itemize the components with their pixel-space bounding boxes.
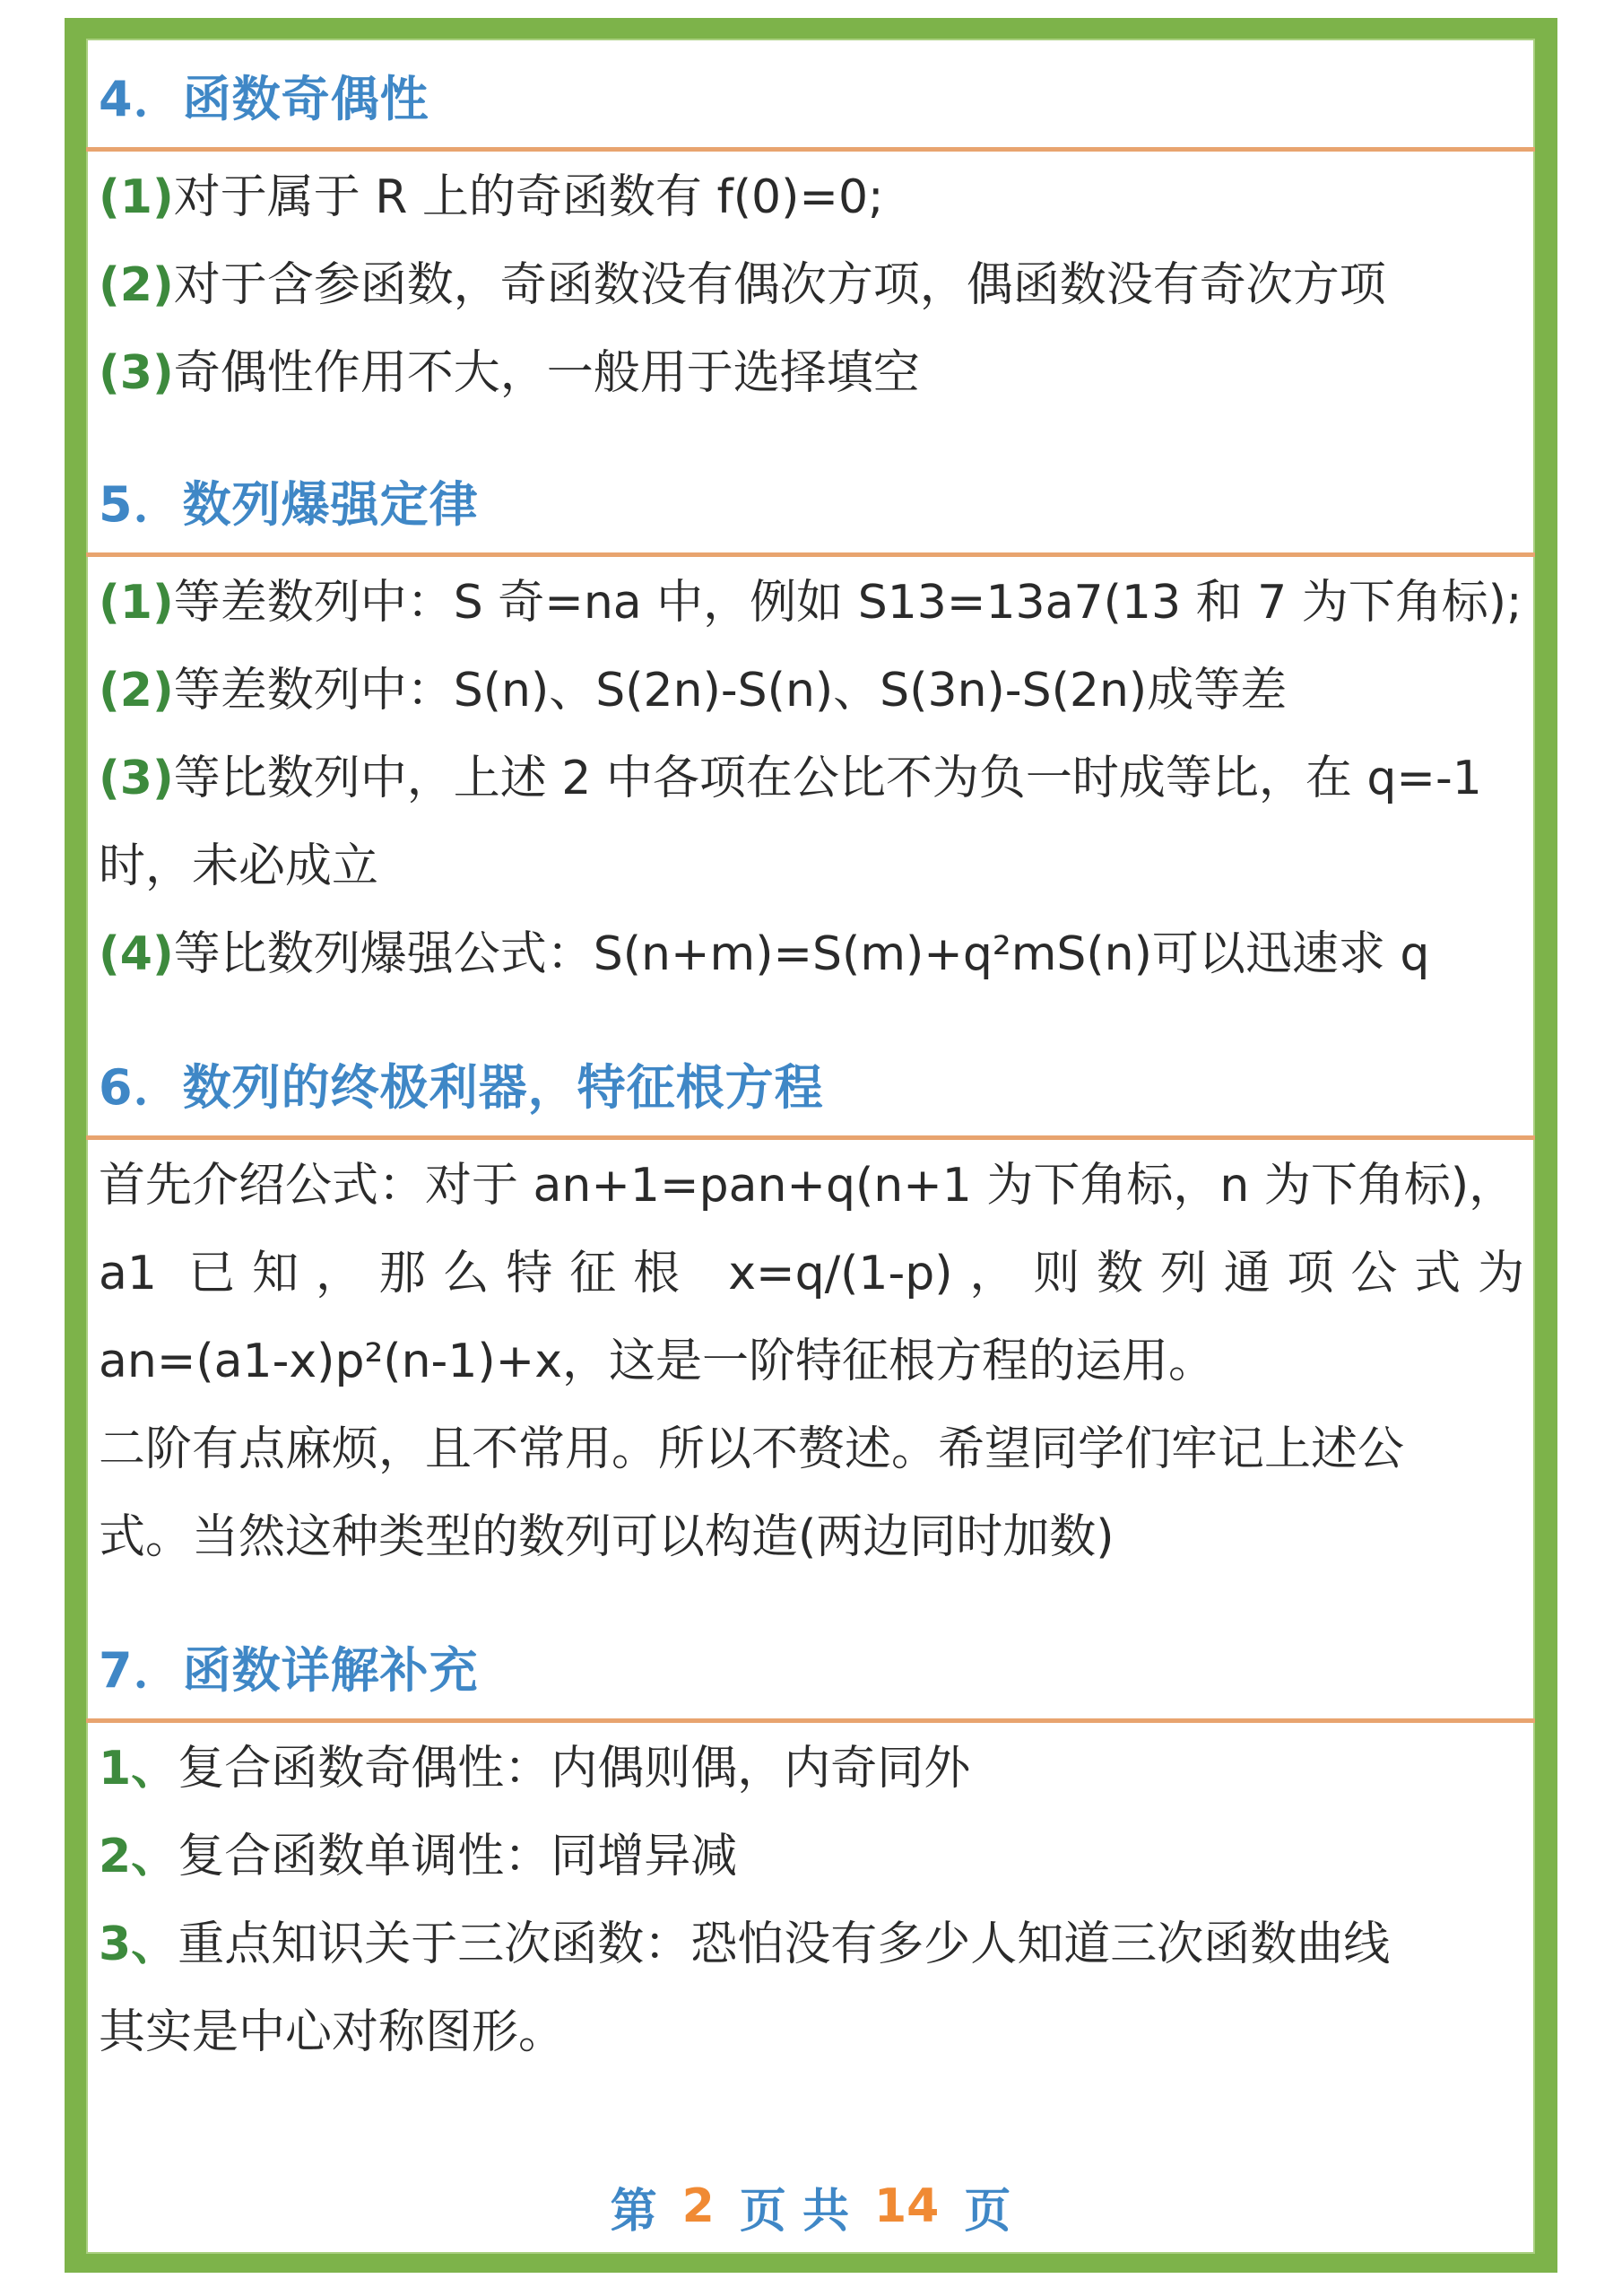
item-text: 等比数列中，上述 2 中各项在公比不为负一时成等比，在 q=-1 <box>173 752 1482 805</box>
list-item <box>99 1900 1524 1988</box>
section-title: 6．数列的终极利器，特征根方程 <box>99 1058 824 1116</box>
section-title: 4．函数奇偶性 <box>99 70 429 127</box>
item-text: 等比数列爆强公式：S(n+m)=S(m)+q²mS(n)可以迅速求 q <box>173 927 1430 981</box>
paragraph-text: an=(a1-x)p²(n-1)+x，这是一阶特征根方程的运用。 <box>99 1335 1216 1388</box>
section-content <box>86 152 1535 417</box>
paragraph-line <box>99 1230 1524 1318</box>
list-item <box>99 559 1524 647</box>
list-item <box>99 910 1524 998</box>
item-number: 3、 <box>99 1918 178 1971</box>
paragraph-line <box>99 1142 1524 1230</box>
paragraph-text: 首先介绍公式：对于 an+1=pan+q(n+1 为下角标，n 为下角标)， <box>99 1159 1516 1213</box>
item-number: (3) <box>99 752 174 805</box>
paragraph-line <box>99 1405 1524 1493</box>
section-content <box>86 1723 1535 2076</box>
item-text: 复合函数单调性：同增异减 <box>178 1830 738 1883</box>
item-number: 2、 <box>99 1830 178 1883</box>
list-item <box>99 1725 1524 1813</box>
list-item <box>99 329 1524 417</box>
item-text: 对于含参函数，奇函数没有偶次方项，偶函数没有奇次方项 <box>173 258 1386 312</box>
item-text: 奇偶性作用不大，一般用于选择填空 <box>173 346 920 400</box>
list-item <box>99 1988 1524 2076</box>
item-number: (3) <box>99 346 174 400</box>
list-item <box>99 822 1524 910</box>
item-number: (4) <box>99 927 174 981</box>
section-6 <box>86 1031 1535 1581</box>
section-4 <box>86 43 1535 417</box>
list-item <box>99 647 1524 735</box>
item-text: 重点知识关于三次函数：恐怕没有多少人知道三次函数曲线 <box>178 1918 1391 1971</box>
page-indicator <box>86 2170 1535 2242</box>
item-number: (2) <box>99 664 174 718</box>
item-number: (1) <box>99 170 174 224</box>
page-middle-text: 页 共 <box>739 2184 849 2239</box>
list-item <box>99 1813 1524 1900</box>
item-number: (2) <box>99 258 174 312</box>
section-title: 7．函数详解补充 <box>99 1641 479 1699</box>
section-content <box>86 557 1535 998</box>
paragraph-line <box>99 1493 1524 1581</box>
paragraph-text: 式。当然这种类型的数列可以构造(两边同时加数) <box>99 1510 1115 1564</box>
page-suffix: 页 <box>964 2184 1011 2239</box>
section-title: 5．数列爆强定律 <box>99 475 479 533</box>
section-heading <box>86 1614 1535 1718</box>
section-heading <box>86 1031 1535 1135</box>
section-5 <box>86 448 1535 998</box>
paragraph-text: a1 已知，那么特征根 x=q/(1-p)，则数列通项公式为 <box>99 1247 1524 1300</box>
list-item <box>99 153 1524 241</box>
total-page-number: 14 <box>873 2179 940 2233</box>
section-heading <box>86 448 1535 552</box>
section-heading <box>86 43 1535 147</box>
paragraph-line <box>99 1318 1524 1405</box>
item-number: (1) <box>99 576 174 630</box>
item-text: 时，未必成立 <box>99 839 379 893</box>
item-text: 等差数列中：S 奇=na 中，例如 S13=13a7(13 和 7 为下角标); <box>173 576 1522 630</box>
list-item <box>99 241 1524 329</box>
section-content <box>86 1140 1535 1581</box>
list-item <box>99 735 1524 822</box>
item-text: 对于属于 R 上的奇函数有 f(0)=0; <box>173 170 884 224</box>
item-text: 复合函数奇偶性：内偶则偶，内奇同外 <box>178 1742 971 1796</box>
page-prefix: 第 <box>610 2184 657 2239</box>
item-number: 1、 <box>99 1742 178 1796</box>
current-page-number: 2 <box>681 2179 715 2233</box>
section-7 <box>86 1614 1535 2076</box>
item-text: 等差数列中：S(n)、S(2n)-S(n)、S(3n)-S(2n)成等差 <box>173 664 1288 718</box>
paragraph-text: 二阶有点麻烦，且不常用。所以不赘述。希望同学们牢记上述公 <box>99 1422 1405 1476</box>
item-text: 其实是中心对称图形。 <box>99 2005 566 2059</box>
